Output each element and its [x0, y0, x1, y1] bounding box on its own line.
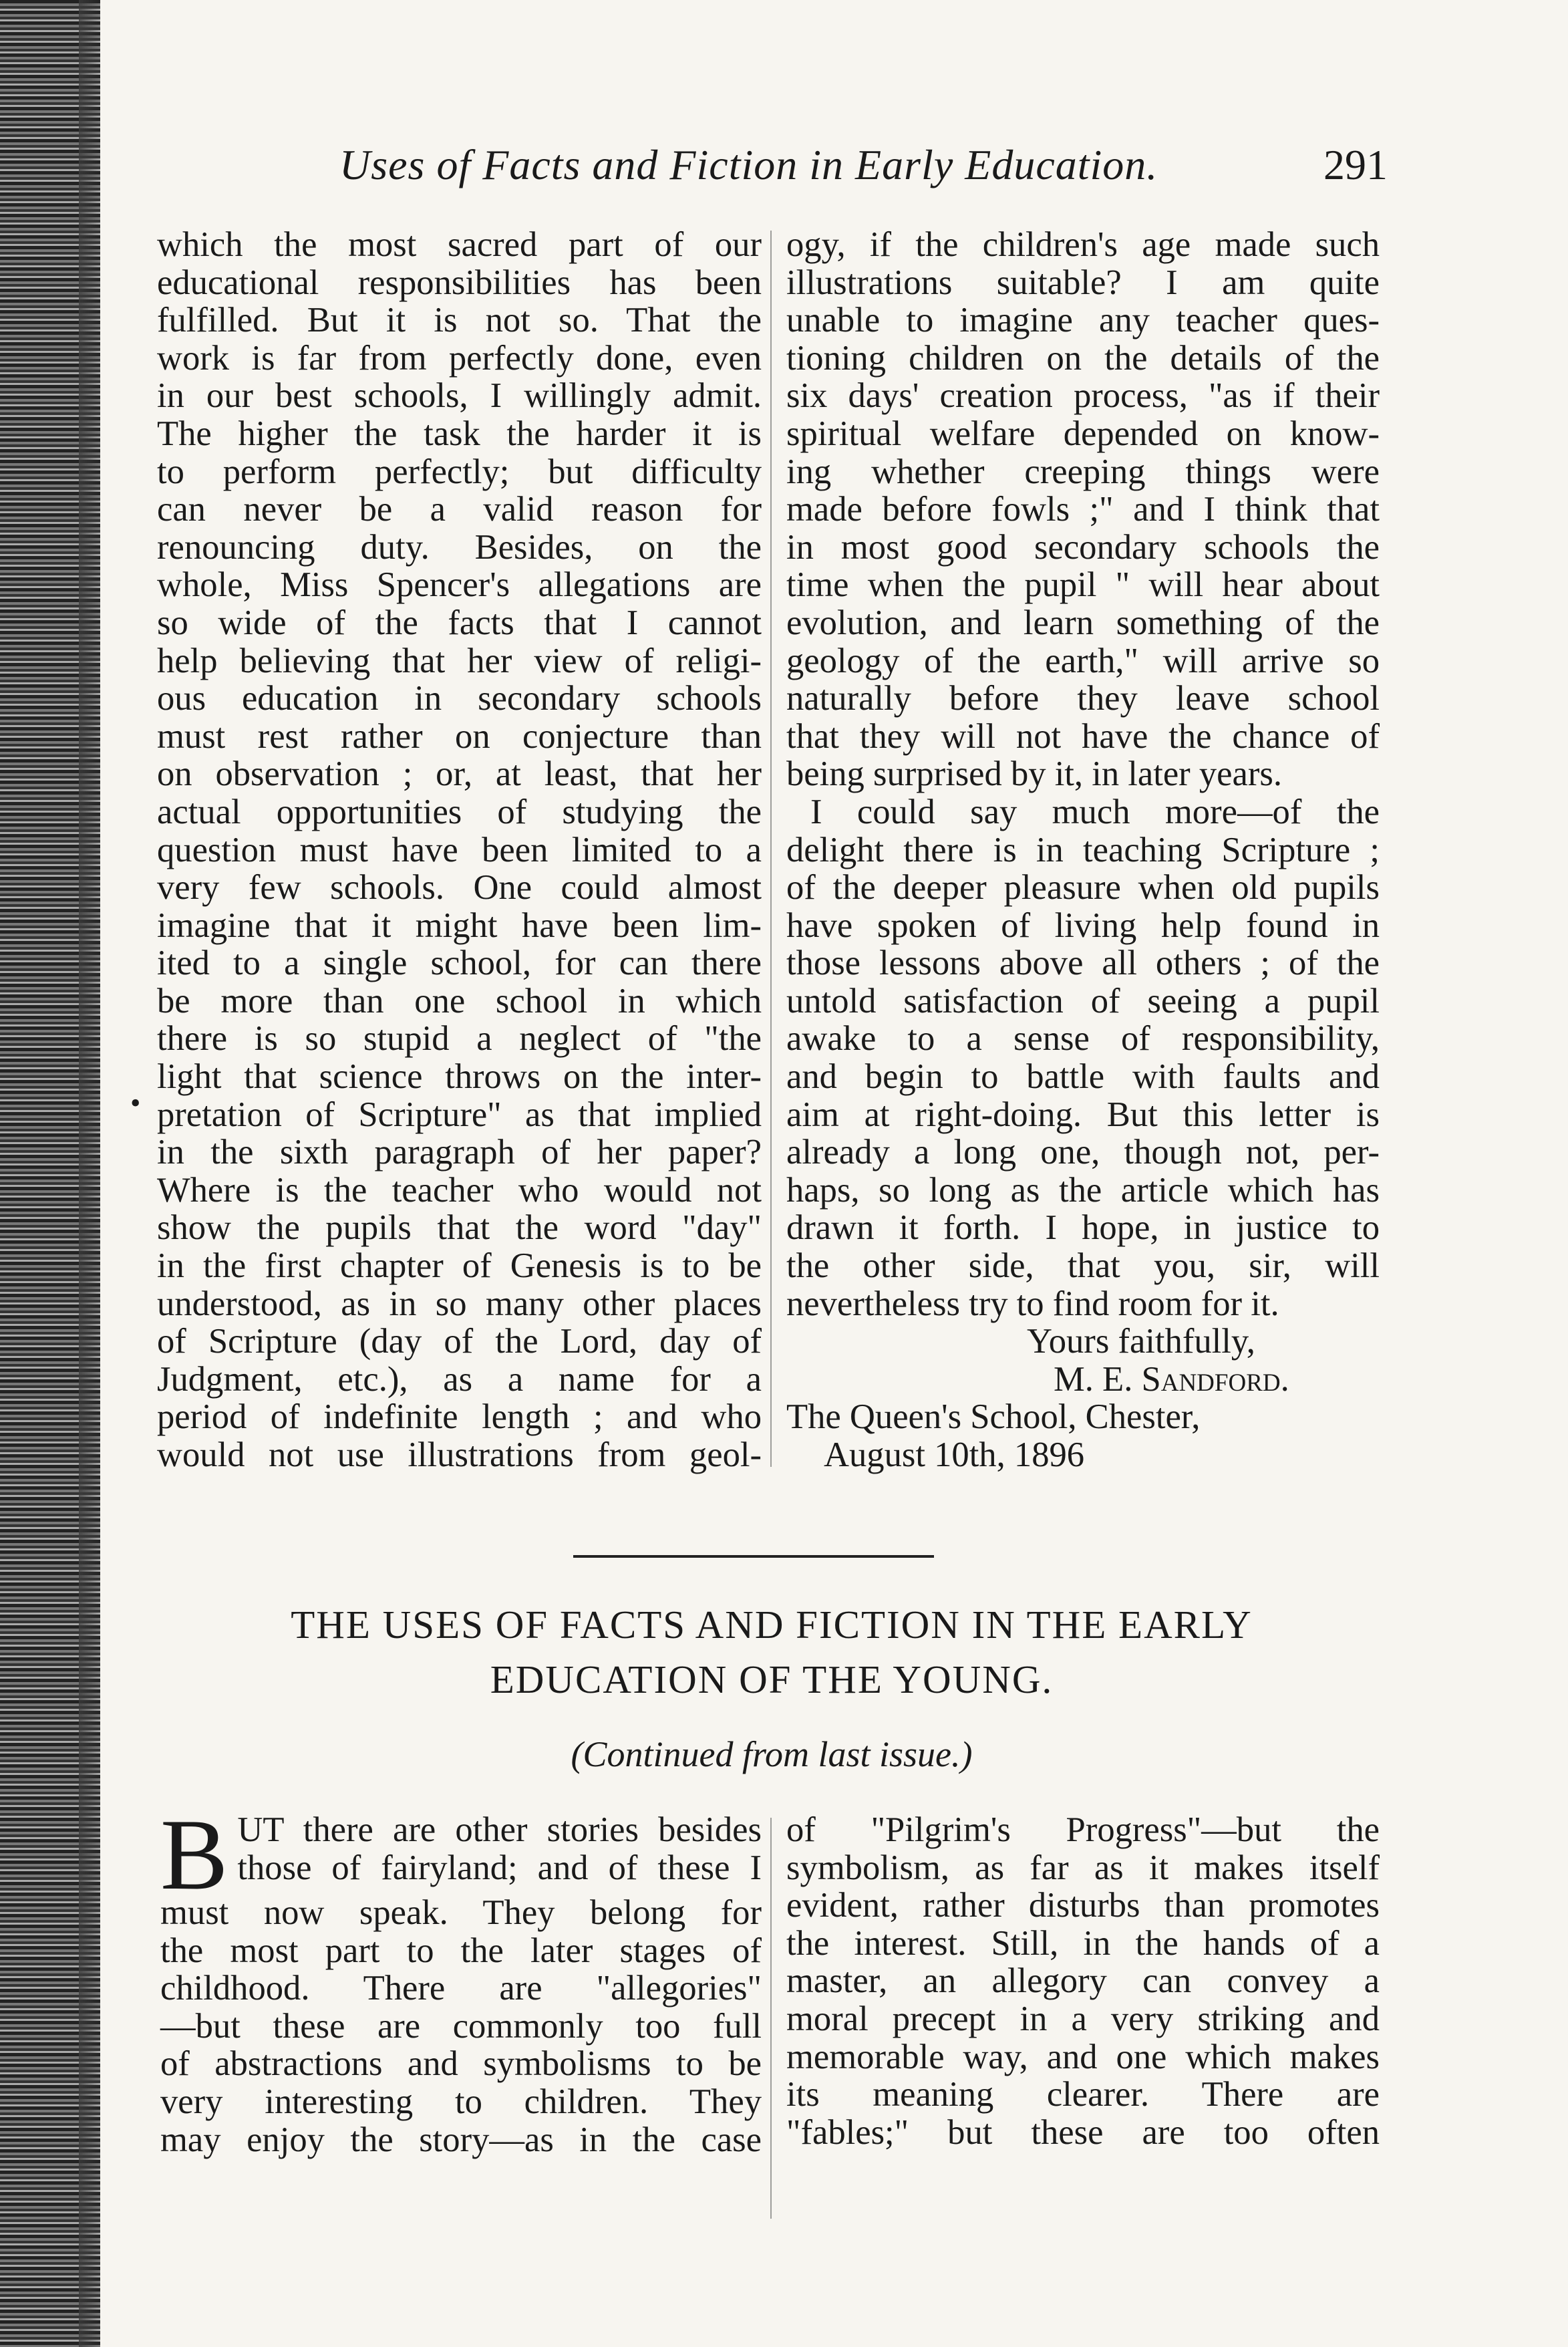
- text-line: aim at right-doing. But this letter is: [786, 1095, 1380, 1134]
- letter-left-column: [157, 226, 762, 1474]
- book-binding-edge: [0, 0, 100, 2347]
- text-line: may enjoy the story—as in the case: [160, 2120, 762, 2159]
- text-line: renouncing duty. Besides, on the: [157, 527, 762, 567]
- text-line: very few schools. One could almost: [157, 868, 762, 908]
- text-line: fulfilled. But it is not so. That the: [157, 301, 762, 340]
- text-line: light that science throws on the inter-: [157, 1057, 762, 1097]
- text-line: UT there are other stories besides: [237, 1810, 762, 1849]
- text-line: the most part to the later stages of: [160, 1931, 762, 1970]
- margin-mark: •: [130, 1087, 141, 1119]
- text-line: time when the pupil " will hear about: [786, 565, 1380, 605]
- text-line: in most good secondary schools the: [786, 527, 1380, 567]
- letter-date: August 10th, 1896: [824, 1435, 1085, 1474]
- text-line: which the most sacred part of our: [157, 225, 762, 264]
- text-line: childhood. There are "allegories": [160, 1969, 762, 2008]
- running-head: [147, 132, 1388, 192]
- column-divider-bottom: [770, 1818, 772, 2219]
- text-line: the interest. Still, in the hands of a: [786, 1923, 1380, 1963]
- text-line: its meaning clearer. There are: [786, 2075, 1380, 2114]
- text-line: that they will not have the chance of: [786, 716, 1380, 756]
- text-line: educational responsibilities has been: [157, 263, 762, 302]
- column-divider-top: [770, 231, 772, 1467]
- article-title-line: EDUCATION OF THE YOUNG.: [490, 1657, 1054, 1701]
- article-left-column: [160, 1798, 762, 2159]
- text-line: master, an allegory can convey a: [786, 1961, 1380, 2001]
- text-line: the other side, that you, sir, will: [786, 1246, 1380, 1286]
- text-line: ing whether creeping things were: [786, 452, 1380, 491]
- text-line: illustrations suitable? I am quite: [786, 263, 1380, 302]
- text-line: be more than one school in which: [157, 981, 762, 1020]
- text-line: actual opportunities of studying the: [157, 792, 762, 831]
- text-line: moral precept in a very striking and: [786, 1999, 1380, 2038]
- text-line: work is far from perfectly done, even: [157, 338, 762, 378]
- text-line: whole, Miss Spencer's allegations are: [157, 565, 762, 605]
- text-line: in our best schools, I willingly admit.: [157, 376, 762, 416]
- text-line: haps, so long as the article which has: [786, 1170, 1380, 1210]
- article-right-column: [786, 1811, 1380, 2151]
- text-line: to perform perfectly; but difficulty: [157, 452, 762, 491]
- text-line: —but these are commonly too full: [160, 2006, 762, 2046]
- text-line: help believing that her view of religi-: [157, 641, 762, 680]
- text-line: made before fowls ;" and I think that: [786, 490, 1380, 529]
- text-line: must rest rather on conjecture than: [157, 716, 762, 756]
- text-line: evident, rather disturbs than promotes: [786, 1886, 1380, 1925]
- text-line: Where is the teacher who would not: [157, 1170, 762, 1210]
- text-line: drawn it forth. I hope, in justice to: [786, 1208, 1380, 1248]
- text-line: in the sixth paragraph of her paper?: [157, 1133, 762, 1172]
- text-line: The higher the task the harder it is: [157, 414, 762, 453]
- text-line: six days' creation process, "as if their: [786, 376, 1380, 416]
- text-line: of "Pilgrim's Progress"—but the: [786, 1810, 1380, 1849]
- letter-right-column: [786, 226, 1380, 1474]
- text-line: of abstractions and symbolisms to be: [160, 2044, 762, 2084]
- text-line: those of fairyland; and of these I: [237, 1848, 762, 1887]
- text-line: would not use illustrations from geol-: [157, 1435, 762, 1474]
- text-line: there is so stupid a neglect of "the: [157, 1019, 762, 1059]
- text-line: ogy, if the children's age made such: [786, 225, 1380, 264]
- text-line: can never be a valid reason for: [157, 490, 762, 529]
- text-line: unable to imagine any teacher ques-: [786, 301, 1380, 340]
- text-line: already a long one, though not, per-: [786, 1133, 1380, 1172]
- text-line: those lessons above all others ; of the: [786, 944, 1380, 983]
- text-line: being surprised by it, in later years.: [786, 754, 1282, 794]
- text-line: symbolism, as far as it makes itself: [786, 1848, 1380, 1887]
- text-line: geology of the earth," will arrive so: [786, 641, 1380, 680]
- section-rule: [573, 1555, 934, 1558]
- text-line: pretation of Scripture" as that implied: [157, 1095, 762, 1134]
- continued-note: (Continued from last issue.): [571, 1734, 973, 1774]
- drop-cap: B: [160, 1798, 228, 1911]
- text-line: and begin to battle with faults and: [786, 1057, 1380, 1097]
- text-line: ited to a single school, for can there: [157, 944, 762, 983]
- letter-closing: Yours faithfully,: [1027, 1322, 1255, 1361]
- text-line: naturally before they leave school: [786, 679, 1380, 718]
- text-line: period of indefinite length ; and who: [157, 1397, 762, 1437]
- text-line: in the first chapter of Genesis is to be: [157, 1246, 762, 1286]
- text-line: imagine that it might have been lim-: [157, 906, 762, 945]
- text-line: on observation ; or, at least, that her: [157, 754, 762, 794]
- text-line: memorable way, and one which makes: [786, 2037, 1380, 2076]
- text-line: ous education in secondary schools: [157, 679, 762, 718]
- letter-signature: M. E. Sandford.: [1054, 1359, 1289, 1399]
- text-line: I could say much more—of the: [810, 792, 1380, 831]
- text-line: so wide of the facts that I cannot: [157, 603, 762, 642]
- text-line: Judgment, etc.), as a name for a: [157, 1359, 762, 1399]
- text-line: of Scripture (day of the Lord, day of: [157, 1322, 762, 1361]
- text-line: have spoken of living help found in: [786, 906, 1380, 945]
- text-line: awake to a sense of responsibility,: [786, 1019, 1380, 1059]
- text-line: "fables;" but these are too often: [786, 2112, 1380, 2152]
- text-line: show the pupils that the word "day": [157, 1208, 762, 1248]
- text-line: nevertheless try to find room for it.: [786, 1284, 1279, 1323]
- article-title: [160, 1597, 1383, 1707]
- text-line: must now speak. They belong for: [160, 1893, 762, 1932]
- text-line: delight there is in teaching Scripture ;: [786, 830, 1380, 869]
- text-line: very interesting to children. They: [160, 2082, 762, 2121]
- letter-address: The Queen's School, Chester,: [786, 1397, 1201, 1437]
- text-line: untold satisfaction of seeing a pupil: [786, 981, 1380, 1020]
- running-title: Uses of Facts and Fiction in Early Education.: [339, 141, 1158, 188]
- text-line: evolution, and learn something of the: [786, 603, 1380, 642]
- text-line: question must have been limited to a: [157, 830, 762, 869]
- article-title-line: THE USES OF FACTS AND FICTION IN THE EARLY: [291, 1603, 1253, 1647]
- text-line: spiritual welfare depended on know-: [786, 414, 1380, 453]
- page-number: 291: [1323, 141, 1388, 188]
- text-line: understood, as in so many other places: [157, 1284, 762, 1323]
- text-line: of the deeper pleasure when old pupils: [786, 868, 1380, 908]
- text-line: tioning children on the details of the: [786, 338, 1380, 378]
